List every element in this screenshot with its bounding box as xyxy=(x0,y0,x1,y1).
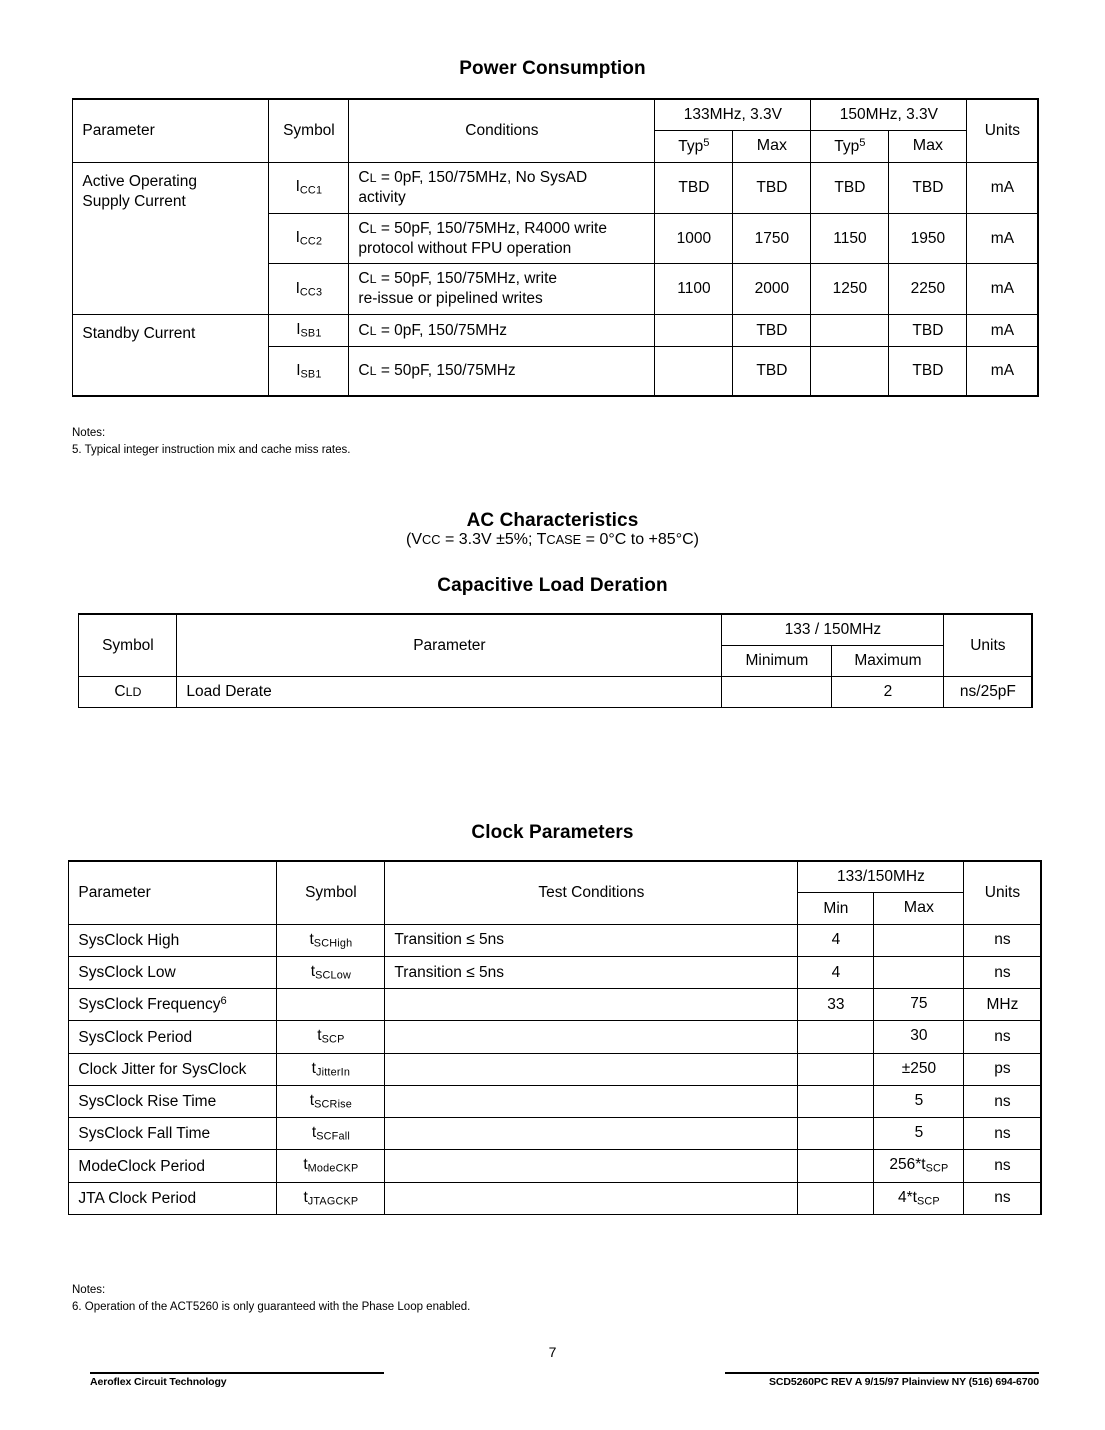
conditions-icc3: CL = 50pF, 150/75MHz, write re-issue or pipelined writes xyxy=(349,264,655,315)
min-sysclock-low: 4 xyxy=(798,956,874,988)
units-icc3: mA xyxy=(967,264,1038,315)
typ-150-isb1-a xyxy=(811,315,889,347)
units-sysclock-period: ns xyxy=(964,1021,1041,1053)
header-units: Units xyxy=(967,99,1038,162)
max-sysclock-period: 30 xyxy=(874,1021,964,1053)
header-symbol: Symbol xyxy=(79,614,177,676)
max-133-icc1: TBD xyxy=(733,163,811,214)
param-sysclock-frequency: SysClock Frequency$^6$ xyxy=(69,989,277,1021)
min-clock-jitter xyxy=(798,1053,874,1085)
header-maximum: Maximum xyxy=(832,646,944,677)
header-min: Min xyxy=(798,893,874,924)
table-row xyxy=(69,1182,1041,1214)
capacitive-load-table-wrap xyxy=(78,613,1033,713)
test-conditions-sysclock-fall-time xyxy=(385,1118,798,1150)
minimum-load-derate xyxy=(722,677,832,708)
typ-150-icc1: TBD xyxy=(811,163,889,214)
header-group-133-150: 133/150MHz xyxy=(798,861,964,892)
max-133-isb1-a: TBD xyxy=(733,315,811,347)
conditions-icc2: CL = 50pF, 150/75MHz, R4000 write protocol without FPU operation xyxy=(349,213,655,264)
units-clock-jitter: ps xyxy=(964,1053,1041,1085)
param-sysclock-period: SysClock Period xyxy=(69,1021,277,1053)
units-sysclock-rise-time: ns xyxy=(964,1085,1041,1117)
clock-parameters-table xyxy=(68,860,1041,1215)
footnote-marker-6: 6 xyxy=(220,995,227,1008)
units-modeclock-period: ns xyxy=(964,1150,1041,1182)
symbol-tjitterin: $t_{JitterIn}$ xyxy=(277,1053,385,1085)
header-group-133: 133MHz, 3.3V xyxy=(655,99,811,130)
table-row xyxy=(69,1021,1041,1053)
table-row xyxy=(69,924,1041,956)
typ-footnote-marker: 5 xyxy=(703,137,710,150)
typ-133-icc3: 1100 xyxy=(655,264,733,315)
table-row xyxy=(69,956,1041,988)
cld-header-row-1 xyxy=(79,614,1032,645)
param-active-operating-supply-current xyxy=(73,163,269,315)
units-isb1-a: mA xyxy=(967,315,1038,347)
units-icc2: mA xyxy=(967,213,1038,264)
power-consumption-title: Power Consumption xyxy=(459,58,646,79)
test-conditions-modeclock-period xyxy=(385,1150,798,1182)
typ-150-icc3: 1250 xyxy=(811,264,889,315)
max-133-icc3: 2000 xyxy=(733,264,811,315)
max-jta-clock-period: $4*t_{SCP}$ xyxy=(874,1182,964,1214)
max-sysclock-frequency: 75 xyxy=(874,989,964,1021)
table-row xyxy=(69,1150,1041,1182)
units-isb1-b: mA xyxy=(967,347,1038,396)
symbol-cld: CLD xyxy=(79,677,177,708)
table-row xyxy=(79,677,1032,708)
max-sysclock-fall-time: 5 xyxy=(874,1118,964,1150)
units-sysclock-high: ns xyxy=(964,924,1041,956)
max-modeclock-period: $256*t_{SCP}$ xyxy=(874,1150,964,1182)
units-load-derate: ns/25pF xyxy=(944,677,1032,708)
header-typ-133 xyxy=(655,131,733,163)
symbol-isb1-b: $I_{SB1}$ xyxy=(269,347,349,396)
symbol-tmodeckp: $t_{ModeCKP}$ xyxy=(277,1150,385,1182)
param-line-2: Supply Current xyxy=(82,192,186,210)
conditions-icc1: CL = 0pF, 150/75MHz, No SysAD activity xyxy=(349,163,655,214)
param-sysclock-fall-time: SysClock Fall Time xyxy=(69,1118,277,1150)
min-sysclock-high: 4 xyxy=(798,924,874,956)
max-sysclock-rise-time: 5 xyxy=(874,1085,964,1117)
symbol-tsclow: $t_{SCLow}$ xyxy=(277,956,385,988)
symbol-tscrise: $t_{SCRise}$ xyxy=(277,1085,385,1117)
note-6: 6. Operation of the ACT5260 is only guaranteed with the Phase Loop enabled. xyxy=(72,1300,471,1313)
table-row xyxy=(69,1118,1041,1150)
param-line-1: Active Operating xyxy=(82,173,197,191)
symbol-tjtagckp: $t_{JTAGCKP}$ xyxy=(277,1182,385,1214)
header-units: Units xyxy=(944,614,1032,676)
symbol-tscfall: $t_{SCFall}$ xyxy=(277,1118,385,1150)
symbol-tschigh: $t_{SCHigh}$ xyxy=(277,924,385,956)
max-sysclock-high xyxy=(874,924,964,956)
max-133-icc2: 1750 xyxy=(733,213,811,264)
footer-right-rule xyxy=(725,1372,1039,1374)
max-150-icc3: 2250 xyxy=(889,264,967,315)
capacitive-load-deration-title: Capacitive Load Deration xyxy=(437,575,668,596)
power-consumption-table xyxy=(72,98,1038,396)
header-symbol: Symbol xyxy=(277,861,385,924)
typ-133-icc2: 1000 xyxy=(655,213,733,264)
typ-133-icc1: TBD xyxy=(655,163,733,214)
units-icc1: mA xyxy=(967,163,1038,214)
units-jta-clock-period: ns xyxy=(964,1182,1041,1214)
param-clock-jitter: Clock Jitter for SysClock xyxy=(69,1053,277,1085)
header-parameter: Parameter xyxy=(177,614,722,676)
max-150-icc1: TBD xyxy=(889,163,967,214)
min-sysclock-period xyxy=(798,1021,874,1053)
maximum-load-derate: 2 xyxy=(832,677,944,708)
min-sysclock-frequency: 33 xyxy=(798,989,874,1021)
table-row xyxy=(69,1085,1041,1117)
units-sysclock-frequency: MHz xyxy=(964,989,1041,1021)
header-test-conditions: Test Conditions xyxy=(385,861,798,924)
parameter-load-derate: Load Derate xyxy=(177,677,722,708)
test-conditions-jta-clock-period xyxy=(385,1182,798,1214)
symbol-tscp: $t_{SCP}$ xyxy=(277,1021,385,1053)
header-parameter: Parameter xyxy=(73,99,269,162)
typ-label: Typ xyxy=(678,138,704,156)
typ-150-isb1-b xyxy=(811,347,889,396)
table-row xyxy=(73,163,1038,214)
conditions-isb1-a: CL = 0pF, 150/75MHz xyxy=(349,315,655,347)
notes-label: Notes: xyxy=(72,427,106,439)
footer-company: Aeroflex Circuit Technology xyxy=(90,1376,227,1388)
max-150-isb1-b: TBD xyxy=(889,347,967,396)
power-header-row-1 xyxy=(73,99,1038,130)
header-max: Max xyxy=(874,893,964,924)
power-consumption-table-wrap xyxy=(72,98,1039,402)
symbol-icc3: $I_{CC3}$ xyxy=(269,264,349,315)
header-typ-150 xyxy=(811,131,889,163)
header-max-150: Max xyxy=(889,131,967,163)
notes-label: Notes: xyxy=(72,1284,106,1296)
conditions-isb1-b: CL = 50pF, 150/75MHz xyxy=(349,347,655,396)
header-units: Units xyxy=(964,861,1041,924)
symbol-isb1-a: $I_{SB1}$ xyxy=(269,315,349,347)
header-group-133-150: 133 / 150MHz xyxy=(722,614,944,645)
header-conditions: Conditions xyxy=(349,99,655,162)
units-sysclock-low: ns xyxy=(964,956,1041,988)
note-5: 5. Typical integer instruction mix and cache miss rates. xyxy=(72,443,351,456)
header-parameter: Parameter xyxy=(69,861,277,924)
clock-parameters-table-wrap xyxy=(68,860,1042,1220)
clock-notes xyxy=(72,1282,470,1315)
typ-133-isb1-b xyxy=(655,347,733,396)
param-sysclock-low: SysClock Low xyxy=(69,956,277,988)
max-150-icc2: 1950 xyxy=(889,213,967,264)
units-sysclock-fall-time: ns xyxy=(964,1118,1041,1150)
header-max-133: Max xyxy=(733,131,811,163)
table-row xyxy=(69,1053,1041,1085)
clock-parameters-title: Clock Parameters xyxy=(471,822,634,843)
test-conditions-sysclock-low: Transition ≤ 5ns xyxy=(385,956,798,988)
clock-header-row-1 xyxy=(69,861,1041,892)
param-jta-clock-period: JTA Clock Period xyxy=(69,1182,277,1214)
footer-left-block xyxy=(90,1372,384,1388)
symbol-icc1: $I_{CC1}$ xyxy=(269,163,349,214)
capacitive-load-deration-table xyxy=(78,613,1032,707)
min-jta-clock-period xyxy=(798,1182,874,1214)
footer-right-block xyxy=(725,1372,1039,1388)
page-number: 7 xyxy=(548,1344,557,1360)
typ-label: Typ xyxy=(834,138,860,156)
power-notes xyxy=(72,425,350,458)
header-minimum: Minimum xyxy=(722,646,832,677)
test-conditions-clock-jitter xyxy=(385,1053,798,1085)
symbol-icc2: $I_{CC2}$ xyxy=(269,213,349,264)
header-group-150: 150MHz, 3.3V xyxy=(811,99,967,130)
table-row xyxy=(69,989,1041,1021)
max-sysclock-low xyxy=(874,956,964,988)
footer-left-rule xyxy=(90,1372,384,1374)
header-symbol: Symbol xyxy=(269,99,349,162)
max-clock-jitter: ±250 xyxy=(874,1053,964,1085)
test-conditions-sysclock-frequency xyxy=(385,989,798,1021)
min-sysclock-rise-time xyxy=(798,1085,874,1117)
ac-characteristics-title: AC Characteristics xyxy=(466,510,639,531)
max-133-isb1-b: TBD xyxy=(733,347,811,396)
table-row xyxy=(73,315,1038,347)
max-150-isb1-a: TBD xyxy=(889,315,967,347)
param-sysclock-high: SysClock High xyxy=(69,924,277,956)
typ-150-icc2: 1150 xyxy=(811,213,889,264)
typ-footnote-marker: 5 xyxy=(859,137,866,150)
ac-characteristics-subtitle: (VCC = 3.3V ±5%; TCASE = 0°C to +85°C) xyxy=(406,531,699,548)
test-conditions-sysclock-high: Transition ≤ 5ns xyxy=(385,924,798,956)
footer-doc-reference: SCD5260PC REV A 9/15/97 Plainview NY (516) 694-6700 xyxy=(769,1376,1039,1388)
param-standby-current: Standby Current xyxy=(73,315,269,396)
min-modeclock-period xyxy=(798,1150,874,1182)
test-conditions-sysclock-period xyxy=(385,1021,798,1053)
symbol-sysclock-frequency xyxy=(277,989,385,1021)
param-sysclock-rise-time: SysClock Rise Time xyxy=(69,1085,277,1117)
test-conditions-sysclock-rise-time xyxy=(385,1085,798,1117)
typ-133-isb1-a xyxy=(655,315,733,347)
min-sysclock-fall-time xyxy=(798,1118,874,1150)
param-modeclock-period: ModeClock Period xyxy=(69,1150,277,1182)
